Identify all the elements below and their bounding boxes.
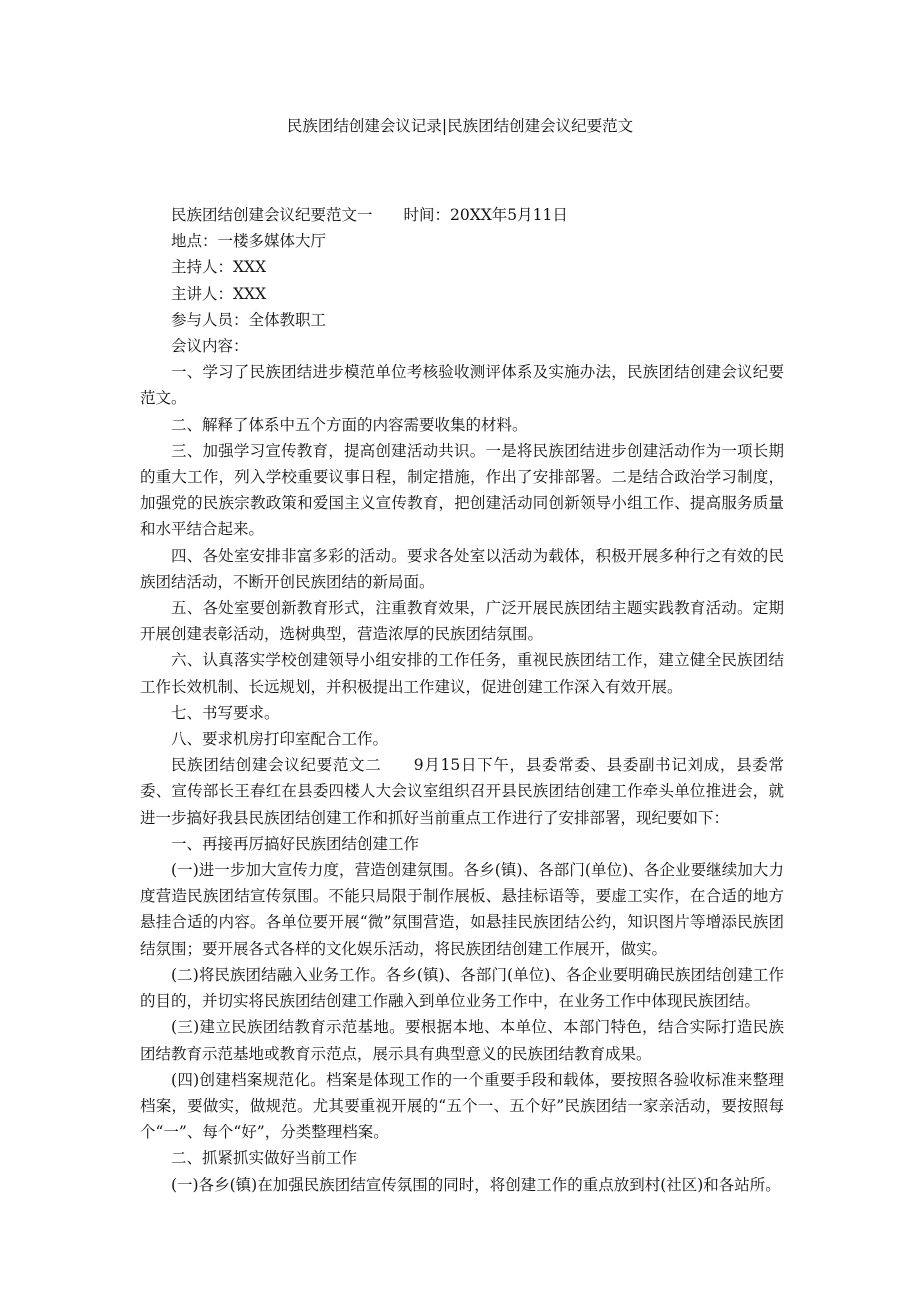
document-title: 民族团结创建会议记录|民族团结创建会议纪要范文 <box>286 117 634 135</box>
paragraph-11: 五、各处室要创新教育形式，注重教育效果，广泛开展民族团结主题实践教育活动。定期开展创建表彰活动，选树典型，营造浓厚的民族团结氛围。 <box>140 599 784 644</box>
paragraph-10: 四、各处室安排非富多彩的活动。要求各处室以活动为载体，积极开展多种行之有效的民族团结活动，不断开创民族团结的新局面。 <box>140 546 784 591</box>
paragraph-22: (一)各乡(镇)在加强民族团结宣传氛围的同时，将创建工作的重点放到村(社区)和各站所。 <box>171 1175 781 1194</box>
paragraph-19: (三)建立民族团结教育示范基地。要根据本地、本单位、本部门特色，结合实际打造民族团结教育示范基地或教育示范点，展示具有典型意义的民族团结教育成果。 <box>140 1018 784 1063</box>
paragraph-1: 民族团结创建会议纪要范文一 时间：20XX年5月11日 <box>171 206 568 224</box>
paragraph-6: 会议内容： <box>171 337 249 356</box>
paragraph-21: 二、抓紧抓实做好当前工作 <box>171 1149 358 1168</box>
paragraph-12: 六、认真落实学校创建领导小组安排的工作任务，重视民族团结工作，建立健全民族团结工作长效机制、长远规划，并积极提出工作建议，促进创建工作深入有效开展。 <box>140 651 784 696</box>
paragraph-7: 一、学习了民族团结进步模范单位考核验收测评体系及实施办法，民族团结创建会议纪要范文。 <box>140 363 784 408</box>
paragraph-9: 三、加强学习宣传教育，提高创建活动共识。一是将民族团结进步创建活动作为一项长期的重大工作，列入学校重要议事日程，制定措施，作出了安排部署。二是结合政治学习制度，加强党的民族宗教政策和爱国主义宣传教育，把创建活动同创新领导小组工作、提高服务质量和水平结合起来。 <box>140 441 784 539</box>
paragraph-2: 地点：一楼多媒体大厅 <box>171 232 327 251</box>
paragraph-3: 主持人：XXX <box>171 258 267 277</box>
paragraph-17: (一)进一步加大宣传力度，营造创建氛围。各乡(镇)、各部门(单位)、各企业要继续加大力度营造民族团结宣传氛围。不能只局限于制作展板、悬挂标语等，要虚工实作，在合适的地方悬挂合适的内容。各单位要开展“微”氛围营造，如悬挂民族团结公约，知识图片等增添民族团结氛围；要开展各式各样的文化娱乐活动，将民族团结创建工作展开，做实。 <box>140 861 784 958</box>
paragraph-15: 民族团结创建会议纪要范文二 9月15日下午，县委常委、县委副书记刘成，县委常委、宣传部长王春红在县委四楼人大会议室组织召开县民族团结创建工作牵头单位推进会，就进一步搞好我县民族团结创建工作和抓好当前重点工作进行了安排部署，现纪要如下： <box>140 756 784 827</box>
paragraph-13: 七、书写要求。 <box>171 703 280 722</box>
document-body <box>140 202 784 1198</box>
paragraph-20: (四)创建档案规范化。档案是体现工作的一个重要手段和载体，要按照各验收标准来整理档案，要做实，做规范。尤其要重视开展的“五个一、五个好”民族团结一家亲活动，要按照每个“一”、每个“好”，分类整理档案。 <box>140 1070 784 1142</box>
paragraph-4: 主讲人：XXX <box>171 284 267 303</box>
paragraph-18: (二)将民族团结融入业务工作。各乡(镇)、各部门(单位)、各企业要明确民族团结创建工作的目的，并切实将民族团结创建工作融入到单位业务工作中，在业务工作中体现民族团结。 <box>140 965 784 1011</box>
paragraph-8: 二、解释了体系中五个方面的内容需要收集的材料。 <box>171 415 528 434</box>
paragraph-5: 参与人员：全体教职工 <box>171 310 327 329</box>
paragraph-16: 一、再接再厉搞好民族团结创建工作 <box>171 834 420 853</box>
paragraph-14: 八、要求机房打印室配合工作。 <box>171 730 389 749</box>
